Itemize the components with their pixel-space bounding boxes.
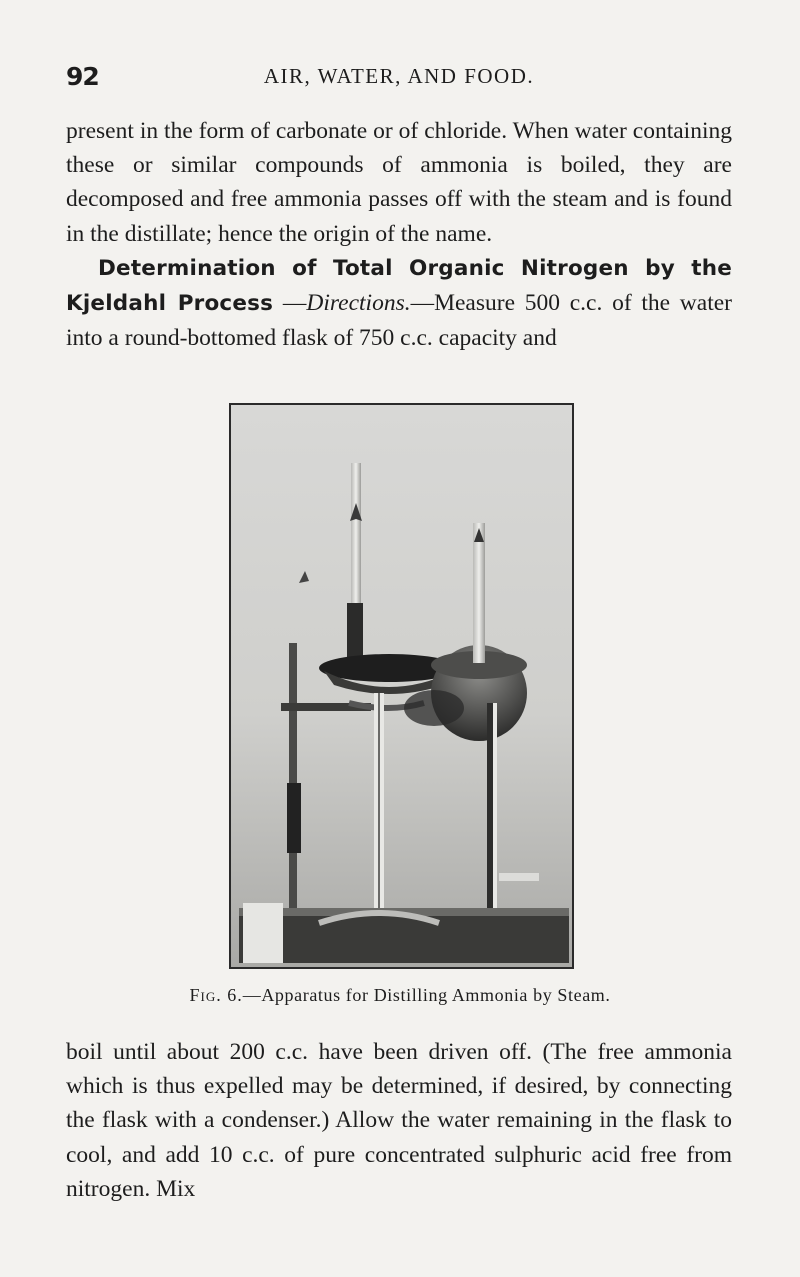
page-number: 92 <box>66 62 99 91</box>
directions-label: Directions. <box>306 290 411 317</box>
paragraph-kjeldahl <box>66 251 732 356</box>
heading-dash: — <box>273 290 307 317</box>
body-text-top <box>66 114 732 355</box>
running-title: AIR, WATER, AND FOOD. <box>263 64 535 88</box>
figure-caption <box>0 985 800 1006</box>
paragraph-boil: boil until about 200 c.c. have been driven off. (The free ammonia which is thus expelled may be determined, if desired, by connecting the flask with a condenser.) Allow the water remaining in the flask to cool, and add 10 c.c. of pure concentrated sulphuric acid free from nitrogen. Mix <box>66 1039 732 1202</box>
section-heading: Determination of Total Organic Nitrogen by the Kjeldahl Process <box>66 255 732 317</box>
paragraph-ammonia: present in the form of carbonate or of chloride. When water containing these or similar compounds of ammonia is boiled, they are decomposed and free ammonia passes off with the steam and is found in the distillate; hence the origin of the name. <box>66 118 732 247</box>
directions-text: —Measure 500 c.c. of the water into a round-bottomed flask of 750 c.c. capacity and <box>66 290 732 352</box>
running-head <box>66 62 732 96</box>
apparatus-photo <box>229 403 574 969</box>
figure-caption-text: —Apparatus for Distilling Ammonia by Steam. <box>242 985 611 1005</box>
body-text-bottom <box>66 1035 732 1206</box>
figure-label: Fig. 6. <box>189 985 243 1005</box>
figure-photo <box>229 403 574 969</box>
